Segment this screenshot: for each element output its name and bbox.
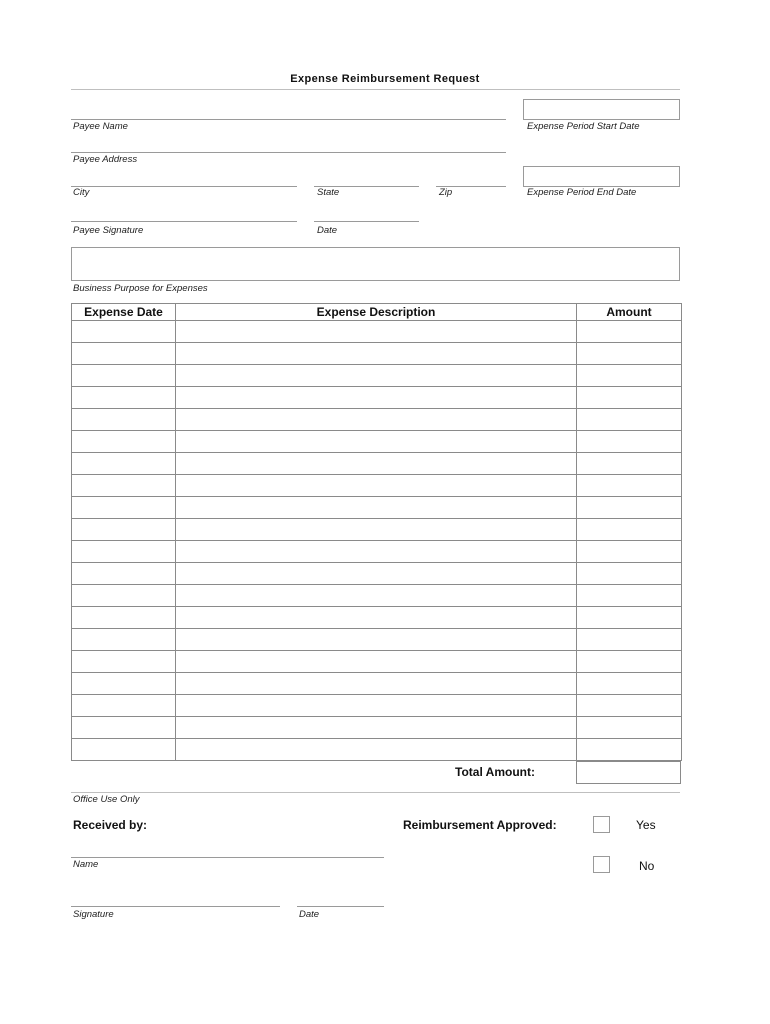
payee-signature-line[interactable] [71,221,297,222]
form-title: Expense Reimbursement Request [290,73,480,85]
amount-cell[interactable] [577,387,682,409]
expense-date-cell[interactable] [72,453,176,475]
table-row [72,563,682,585]
amount-cell[interactable] [577,365,682,387]
period-end-input[interactable] [524,168,679,187]
signature-date-line[interactable] [314,221,419,222]
amount-cell[interactable] [577,563,682,585]
amount-cell[interactable] [577,541,682,563]
col-header-amount: Amount [577,304,682,321]
business-purpose-input[interactable] [72,248,679,280]
expense-date-cell[interactable] [72,409,176,431]
expense-description-cell[interactable] [176,563,577,585]
table-row [72,695,682,717]
expense-description-cell[interactable] [176,431,577,453]
period-start-input[interactable] [524,101,679,120]
received-signature-label: Signature [73,909,114,920]
title-divider [71,89,680,90]
table-row [72,453,682,475]
office-use-label: Office Use Only [73,794,140,805]
expense-description-cell[interactable] [176,519,577,541]
amount-cell[interactable] [577,453,682,475]
expense-description-cell[interactable] [176,585,577,607]
table-row [72,321,682,343]
zip-label: Zip [439,187,453,198]
table-row [72,673,682,695]
amount-cell[interactable] [577,409,682,431]
office-divider [71,792,680,793]
payee-signature-label: Payee Signature [73,225,144,236]
expense-date-cell[interactable] [72,431,176,453]
expense-description-cell[interactable] [176,497,577,519]
expense-description-cell[interactable] [176,651,577,673]
table-row [72,475,682,497]
approved-no-label: No [639,859,655,873]
expense-date-cell[interactable] [72,343,176,365]
city-label: City [73,187,90,198]
expense-date-cell[interactable] [72,739,176,761]
state-label: State [317,187,340,198]
amount-cell[interactable] [577,739,682,761]
received-signature-line[interactable] [71,906,280,907]
expense-description-cell[interactable] [176,475,577,497]
expense-date-cell[interactable] [72,541,176,563]
received-name-line[interactable] [71,857,384,858]
expense-date-cell[interactable] [72,607,176,629]
table-row [72,409,682,431]
signature-date-label: Date [317,225,338,236]
period-end-label: Expense Period End Date [527,187,637,198]
amount-cell[interactable] [577,607,682,629]
amount-cell[interactable] [577,475,682,497]
period-start-label: Expense Period Start Date [527,121,640,132]
expense-date-cell[interactable] [72,673,176,695]
expense-description-cell[interactable] [176,673,577,695]
expense-date-cell[interactable] [72,321,176,343]
expense-description-cell[interactable] [176,541,577,563]
expense-date-cell[interactable] [72,629,176,651]
expense-description-cell[interactable] [176,387,577,409]
amount-cell[interactable] [577,497,682,519]
amount-cell[interactable] [577,673,682,695]
table-row [72,365,682,387]
expense-rows [72,321,682,761]
payee-name-line[interactable] [71,119,506,120]
table-row [72,431,682,453]
reimbursement-approved-label: Reimbursement Approved: [403,818,557,832]
approved-yes-label: Yes [636,818,656,832]
amount-cell[interactable] [577,431,682,453]
payee-name-label: Payee Name [73,121,128,132]
table-row [72,651,682,673]
expense-description-cell[interactable] [176,409,577,431]
expense-date-cell[interactable] [72,519,176,541]
expense-description-cell[interactable] [176,321,577,343]
table-row [72,607,682,629]
amount-cell[interactable] [577,519,682,541]
expense-description-cell[interactable] [176,365,577,387]
amount-cell[interactable] [577,343,682,365]
table-row [72,387,682,409]
expense-date-cell[interactable] [72,387,176,409]
business-purpose-label: Business Purpose for Expenses [73,283,208,294]
expense-description-cell[interactable] [176,607,577,629]
table-row [72,585,682,607]
expense-description-cell[interactable] [176,739,577,761]
period-end-field[interactable] [523,166,680,187]
expense-date-cell[interactable] [72,475,176,497]
expense-date-cell[interactable] [72,497,176,519]
amount-cell[interactable] [577,629,682,651]
total-amount-field[interactable] [576,761,681,784]
expense-description-cell[interactable] [176,343,577,365]
table-row [72,629,682,651]
payee-address-line[interactable] [71,152,506,153]
expense-date-cell[interactable] [72,563,176,585]
received-by-label: Received by: [73,818,148,832]
amount-cell[interactable] [577,585,682,607]
expense-description-cell[interactable] [176,453,577,475]
received-date-label: Date [299,909,320,920]
amount-cell[interactable] [577,321,682,343]
approved-yes-checkbox[interactable] [593,816,610,833]
table-header-row [72,304,682,321]
payee-address-label: Payee Address [73,154,138,165]
expense-date-cell[interactable] [72,695,176,717]
received-date-line[interactable] [297,906,384,907]
amount-cell[interactable] [577,717,682,739]
table-row [72,717,682,739]
city-line[interactable] [71,186,297,187]
expense-date-cell[interactable] [72,365,176,387]
expense-date-cell[interactable] [72,651,176,673]
col-header-expense-date: Expense Date [72,304,176,321]
total-amount-label: Total Amount: [455,765,535,779]
expense-table [71,303,682,761]
approved-no-checkbox[interactable] [593,856,610,873]
expense-description-cell[interactable] [176,695,577,717]
amount-cell[interactable] [577,695,682,717]
expense-description-cell[interactable] [176,717,577,739]
expense-date-cell[interactable] [72,717,176,739]
period-start-field[interactable] [523,99,680,120]
col-header-expense-description: Expense Description [176,304,577,321]
received-name-label: Name [73,859,99,870]
table-row [72,343,682,365]
table-row [72,519,682,541]
table-row [72,739,682,761]
total-amount-input[interactable] [577,762,680,783]
table-row [72,541,682,563]
business-purpose-field[interactable] [71,247,680,281]
expense-date-cell[interactable] [72,585,176,607]
table-row [72,497,682,519]
amount-cell[interactable] [577,651,682,673]
expense-description-cell[interactable] [176,629,577,651]
